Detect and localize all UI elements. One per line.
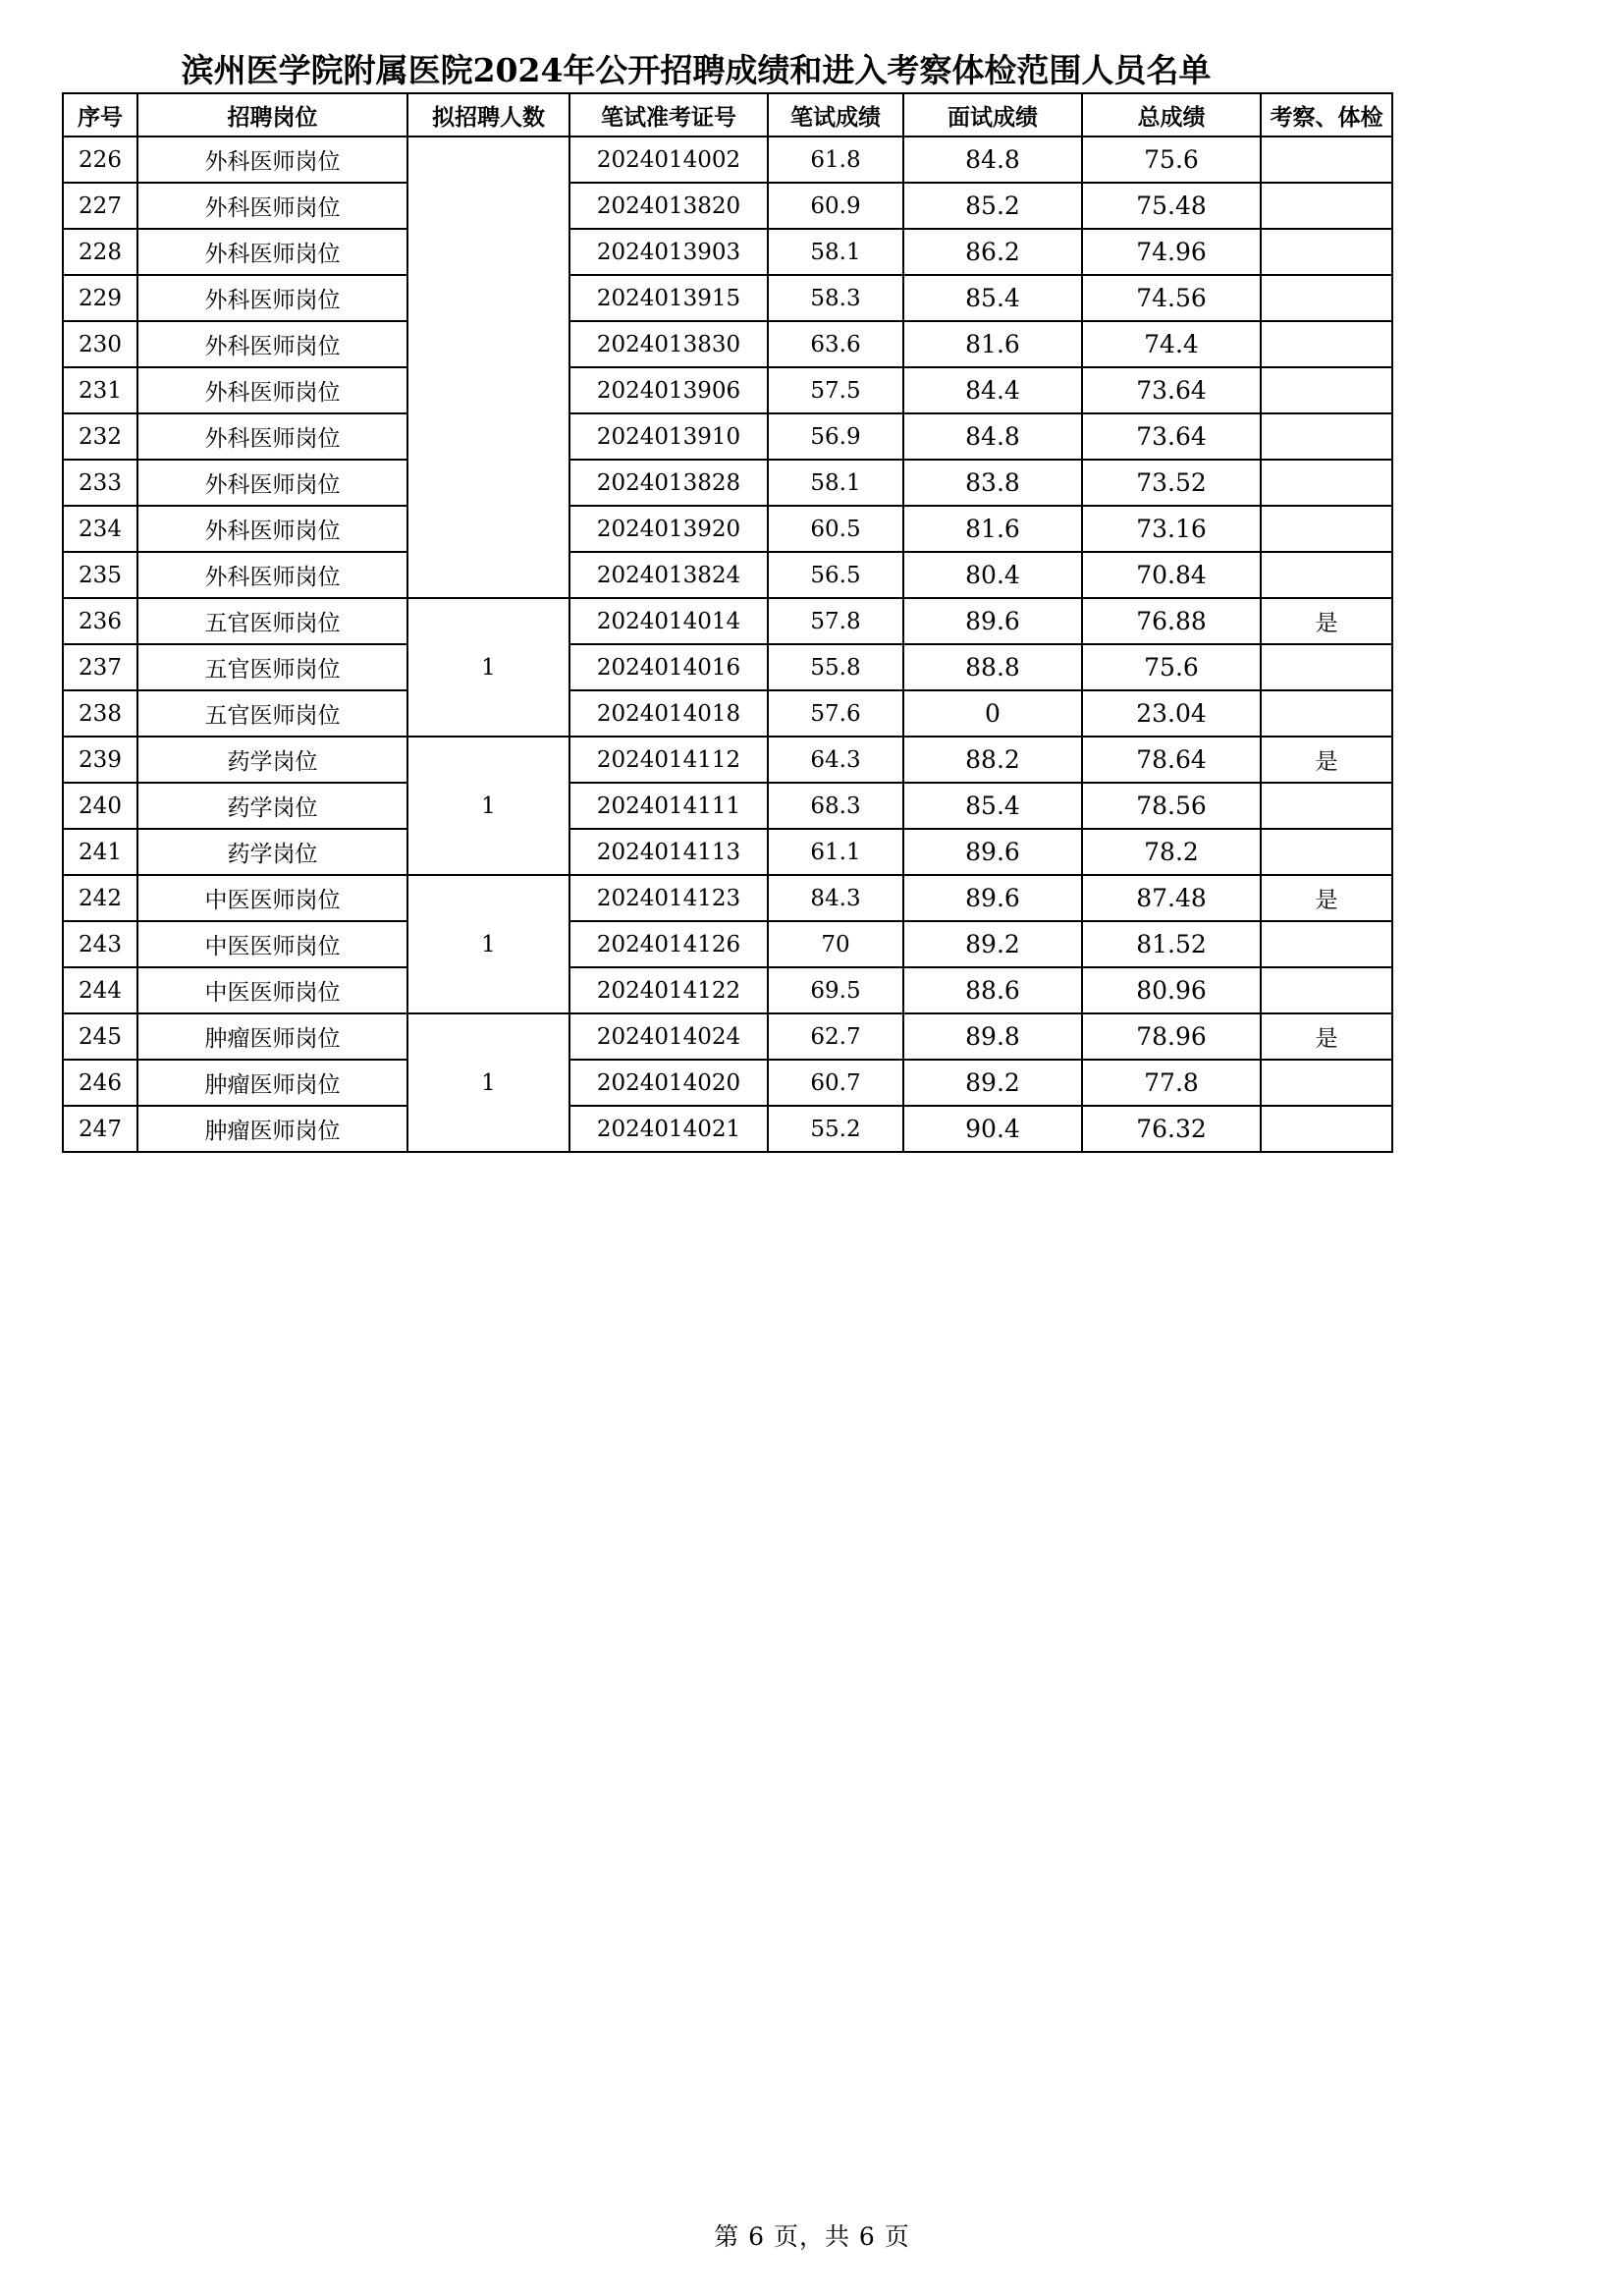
total-score-cell: 74.96 [1082,229,1261,275]
position-cell: 中医医师岗位 [137,875,407,921]
header-serial-number: 序号 [63,93,137,137]
exam-ticket-cell: 2024013830 [569,321,768,367]
serial-number-cell: 236 [63,598,137,644]
table-row [63,1060,1392,1106]
total-score-cell: 73.64 [1082,367,1261,413]
serial-number-cell: 226 [63,137,137,183]
written-score-cell: 60.7 [768,1060,903,1106]
total-score-cell: 80.96 [1082,967,1261,1013]
interview-score-cell: 83.8 [903,460,1082,506]
exam-ticket-cell: 2024014126 [569,921,768,967]
written-score-cell: 56.5 [768,552,903,598]
exam-ticket-cell: 2024014122 [569,967,768,1013]
position-cell: 外科医师岗位 [137,367,407,413]
table-row [63,321,1392,367]
exam-ticket-cell: 2024013820 [569,183,768,229]
exam-ticket-cell: 2024013906 [569,367,768,413]
serial-number-cell: 235 [63,552,137,598]
written-score-cell: 61.8 [768,137,903,183]
table-header [63,93,1392,137]
header-total-score: 总成绩 [1082,93,1261,137]
total-score-cell: 87.48 [1082,875,1261,921]
serial-number-cell: 244 [63,967,137,1013]
table-row [63,875,1392,921]
planned-hires-cell: 1 [407,598,569,737]
position-cell: 肿瘤医师岗位 [137,1106,407,1152]
position-cell: 外科医师岗位 [137,183,407,229]
inspection-mark-cell [1261,1060,1392,1106]
interview-score-cell: 89.2 [903,1060,1082,1106]
serial-number-cell: 241 [63,829,137,875]
exam-ticket-cell: 2024014111 [569,783,768,829]
inspection-mark-cell [1261,367,1392,413]
interview-score-cell: 85.4 [903,783,1082,829]
inspection-mark-cell [1261,183,1392,229]
total-score-cell: 81.52 [1082,921,1261,967]
position-cell: 中医医师岗位 [137,967,407,1013]
written-score-cell: 57.5 [768,367,903,413]
serial-number-cell: 237 [63,644,137,690]
serial-number-cell: 245 [63,1013,137,1060]
header-position: 招聘岗位 [137,93,407,137]
serial-number-cell: 228 [63,229,137,275]
total-score-cell: 73.64 [1082,413,1261,460]
position-cell: 外科医师岗位 [137,506,407,552]
serial-number-cell: 243 [63,921,137,967]
position-cell: 外科医师岗位 [137,275,407,321]
interview-score-cell: 89.2 [903,921,1082,967]
total-score-cell: 78.64 [1082,737,1261,783]
written-score-cell: 58.1 [768,460,903,506]
exam-ticket-cell: 2024014020 [569,1060,768,1106]
serial-number-cell: 240 [63,783,137,829]
table-row [63,967,1392,1013]
inspection-mark-cell: 是 [1261,875,1392,921]
serial-number-cell: 232 [63,413,137,460]
interview-score-cell: 89.6 [903,598,1082,644]
written-score-cell: 60.5 [768,506,903,552]
planned-hires-cell [407,137,569,598]
total-score-cell: 78.56 [1082,783,1261,829]
inspection-mark-cell [1261,413,1392,460]
interview-score-cell: 88.2 [903,737,1082,783]
exam-ticket-cell: 2024014112 [569,737,768,783]
table-row [63,1106,1392,1152]
serial-number-cell: 231 [63,367,137,413]
serial-number-cell: 247 [63,1106,137,1152]
inspection-mark-cell [1261,644,1392,690]
interview-score-cell: 84.8 [903,137,1082,183]
position-cell: 药学岗位 [137,737,407,783]
table-row [63,690,1392,737]
exam-ticket-cell: 2024013915 [569,275,768,321]
inspection-mark-cell [1261,321,1392,367]
table-row [63,460,1392,506]
header-written-score: 笔试成绩 [768,93,903,137]
exam-ticket-cell: 2024014024 [569,1013,768,1060]
exam-ticket-cell: 2024014002 [569,137,768,183]
position-cell: 中医医师岗位 [137,921,407,967]
header-exam-ticket: 笔试准考证号 [569,93,768,137]
written-score-cell: 70 [768,921,903,967]
inspection-mark-cell: 是 [1261,1013,1392,1060]
inspection-mark-cell [1261,460,1392,506]
serial-number-cell: 239 [63,737,137,783]
interview-score-cell: 86.2 [903,229,1082,275]
exam-ticket-cell: 2024013828 [569,460,768,506]
table-row [63,183,1392,229]
serial-number-cell: 234 [63,506,137,552]
header-row [63,93,1392,137]
interview-score-cell: 81.6 [903,321,1082,367]
table-row [63,829,1392,875]
total-score-cell: 23.04 [1082,690,1261,737]
interview-score-cell: 88.6 [903,967,1082,1013]
inspection-mark-cell: 是 [1261,737,1392,783]
position-cell: 药学岗位 [137,829,407,875]
position-cell: 外科医师岗位 [137,321,407,367]
planned-hires-cell: 1 [407,1013,569,1152]
total-score-cell: 73.16 [1082,506,1261,552]
position-cell: 外科医师岗位 [137,552,407,598]
position-cell: 外科医师岗位 [137,460,407,506]
written-score-cell: 58.3 [768,275,903,321]
inspection-mark-cell [1261,229,1392,275]
planned-hires-cell: 1 [407,737,569,875]
interview-score-cell: 89.6 [903,829,1082,875]
exam-ticket-cell: 2024013903 [569,229,768,275]
exam-ticket-cell: 2024014014 [569,598,768,644]
total-score-cell: 76.32 [1082,1106,1261,1152]
written-score-cell: 57.6 [768,690,903,737]
interview-score-cell: 80.4 [903,552,1082,598]
inspection-mark-cell [1261,275,1392,321]
interview-score-cell: 85.4 [903,275,1082,321]
position-cell: 五官医师岗位 [137,690,407,737]
interview-score-cell: 89.6 [903,875,1082,921]
inspection-mark-cell [1261,921,1392,967]
position-cell: 五官医师岗位 [137,598,407,644]
interview-score-cell: 81.6 [903,506,1082,552]
total-score-cell: 77.8 [1082,1060,1261,1106]
written-score-cell: 58.1 [768,229,903,275]
inspection-mark-cell [1261,1106,1392,1152]
total-score-cell: 76.88 [1082,598,1261,644]
total-score-cell: 70.84 [1082,552,1261,598]
serial-number-cell: 238 [63,690,137,737]
written-score-cell: 64.3 [768,737,903,783]
written-score-cell: 68.3 [768,783,903,829]
written-score-cell: 84.3 [768,875,903,921]
total-score-cell: 73.52 [1082,460,1261,506]
serial-number-cell: 246 [63,1060,137,1106]
page-footer: 第 6 页，共 6 页 [714,2222,910,2251]
exam-ticket-cell: 2024014016 [569,644,768,690]
exam-ticket-cell: 2024014018 [569,690,768,737]
exam-ticket-cell: 2024014113 [569,829,768,875]
position-cell: 肿瘤医师岗位 [137,1013,407,1060]
inspection-mark-cell [1261,829,1392,875]
serial-number-cell: 233 [63,460,137,506]
results-table [62,92,1393,1153]
written-score-cell: 57.8 [768,598,903,644]
table-row [63,737,1392,783]
written-score-cell: 55.2 [768,1106,903,1152]
written-score-cell: 62.7 [768,1013,903,1060]
total-score-cell: 75.6 [1082,137,1261,183]
position-cell: 五官医师岗位 [137,644,407,690]
interview-score-cell: 85.2 [903,183,1082,229]
total-score-cell: 75.6 [1082,644,1261,690]
total-score-cell: 78.2 [1082,829,1261,875]
position-cell: 肿瘤医师岗位 [137,1060,407,1106]
position-cell: 外科医师岗位 [137,229,407,275]
position-cell: 外科医师岗位 [137,413,407,460]
exam-ticket-cell: 2024013824 [569,552,768,598]
header-inspection-exam: 考察、体检 [1261,93,1392,137]
exam-ticket-cell: 2024014021 [569,1106,768,1152]
table-row [63,413,1392,460]
table-row [63,229,1392,275]
table-row [63,1013,1392,1060]
table-row [63,644,1392,690]
total-score-cell: 78.96 [1082,1013,1261,1060]
serial-number-cell: 230 [63,321,137,367]
table-row [63,506,1392,552]
interview-score-cell: 90.4 [903,1106,1082,1152]
position-cell: 药学岗位 [137,783,407,829]
written-score-cell: 56.9 [768,413,903,460]
inspection-mark-cell [1261,137,1392,183]
page-title: 滨州医学院附属医院2024年公开招聘成绩和进入考察体检范围人员名单 [181,51,1212,89]
total-score-cell: 74.4 [1082,321,1261,367]
table-row [63,783,1392,829]
interview-score-cell: 88.8 [903,644,1082,690]
interview-score-cell: 89.8 [903,1013,1082,1060]
inspection-mark-cell [1261,967,1392,1013]
table-row [63,598,1392,644]
total-score-cell: 75.48 [1082,183,1261,229]
written-score-cell: 60.9 [768,183,903,229]
table-row [63,137,1392,183]
table-row [63,367,1392,413]
exam-ticket-cell: 2024013920 [569,506,768,552]
written-score-cell: 55.8 [768,644,903,690]
written-score-cell: 63.6 [768,321,903,367]
inspection-mark-cell [1261,783,1392,829]
interview-score-cell: 84.4 [903,367,1082,413]
written-score-cell: 61.1 [768,829,903,875]
interview-score-cell: 0 [903,690,1082,737]
table-row [63,552,1392,598]
table-row [63,275,1392,321]
exam-ticket-cell: 2024014123 [569,875,768,921]
inspection-mark-cell: 是 [1261,598,1392,644]
serial-number-cell: 242 [63,875,137,921]
written-score-cell: 69.5 [768,967,903,1013]
header-interview-score: 面试成绩 [903,93,1082,137]
total-score-cell: 74.56 [1082,275,1261,321]
inspection-mark-cell [1261,690,1392,737]
table-row [63,921,1392,967]
inspection-mark-cell [1261,506,1392,552]
interview-score-cell: 84.8 [903,413,1082,460]
serial-number-cell: 229 [63,275,137,321]
inspection-mark-cell [1261,552,1392,598]
position-cell: 外科医师岗位 [137,137,407,183]
planned-hires-cell: 1 [407,875,569,1013]
exam-ticket-cell: 2024013910 [569,413,768,460]
header-planned-hires: 拟招聘人数 [407,93,569,137]
serial-number-cell: 227 [63,183,137,229]
table-body [63,137,1392,1152]
